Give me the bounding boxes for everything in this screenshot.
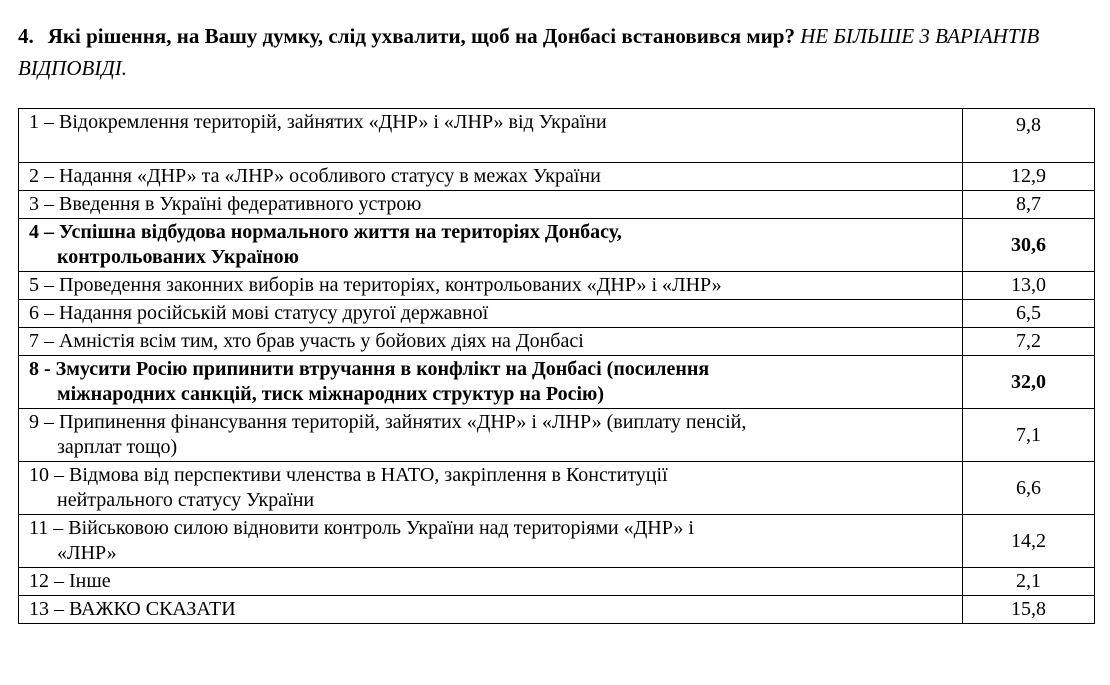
answer-value: 2,1 bbox=[963, 568, 1095, 596]
answer-value: 6,5 bbox=[963, 300, 1095, 328]
answer-label: 8 - Змусити Росію припинити втручання в конфлікт на Донбасі (посилення міжнародних санкцій, тиск міжнародних структур на Росію) bbox=[19, 356, 963, 409]
answer-value: 13,0 bbox=[963, 272, 1095, 300]
answer-value: 8,7 bbox=[963, 191, 1095, 219]
question-instruction: НЕ БІЛЬШЕ 3 ВАРІАНТІВ ВІДПОВІДІ. bbox=[18, 24, 1040, 80]
answer-label: 4 – Успішна відбудова нормального життя на територіях Донбасу, контрольованих Україною bbox=[19, 219, 963, 272]
answer-value: 9,8 bbox=[963, 109, 1095, 163]
answer-label: 3 – Введення в Україні федеративного устрою bbox=[19, 191, 963, 219]
answer-label: 13 – ВАЖКО СКАЗАТИ bbox=[19, 596, 963, 624]
table-row bbox=[19, 515, 1095, 568]
answer-label: 1 – Відокремлення територій, зайнятих «ДНР» і «ЛНР» від України bbox=[19, 109, 963, 163]
question-heading bbox=[18, 20, 1098, 84]
answer-label: 2 – Надання «ДНР» та «ЛНР» особливого статусу в межах України bbox=[19, 163, 963, 191]
answer-value: 6,6 bbox=[963, 462, 1095, 515]
answer-value: 7,2 bbox=[963, 328, 1095, 356]
table-row bbox=[19, 409, 1095, 462]
answer-value: 32,0 bbox=[963, 356, 1095, 409]
answers-table bbox=[18, 108, 1095, 624]
table-row bbox=[19, 356, 1095, 409]
answer-value: 7,1 bbox=[963, 409, 1095, 462]
answer-label: 7 – Амністія всім тим, хто брав участь у бойових діях на Донбасі bbox=[19, 328, 963, 356]
answer-value: 12,9 bbox=[963, 163, 1095, 191]
answer-label: 11 – Військовою силою відновити контроль України над територіями «ДНР» і «ЛНР» bbox=[19, 515, 963, 568]
answer-value: 30,6 bbox=[963, 219, 1095, 272]
answer-label: 6 – Надання російській мові статусу другої державної bbox=[19, 300, 963, 328]
table-row bbox=[19, 109, 1095, 163]
table-row bbox=[19, 191, 1095, 219]
answer-label: 5 – Проведення законних виборів на територіях, контрольованих «ДНР» і «ЛНР» bbox=[19, 272, 963, 300]
question-text: Які рішення, на Вашу думку, слід ухвалити, щоб на Донбасі встановився мир? bbox=[47, 24, 795, 48]
table-row bbox=[19, 596, 1095, 624]
answer-value: 15,8 bbox=[963, 596, 1095, 624]
answer-label: 9 – Припинення фінансування територій, зайнятих «ДНР» і «ЛНР» (виплату пенсій, зарплат тощо) bbox=[19, 409, 963, 462]
question-number: 4. bbox=[18, 24, 34, 48]
table-row bbox=[19, 219, 1095, 272]
table-row bbox=[19, 462, 1095, 515]
table-row bbox=[19, 300, 1095, 328]
answer-label: 10 – Відмова від перспективи членства в НАТО, закріплення в Конституції нейтрального статусу України bbox=[19, 462, 963, 515]
table-row bbox=[19, 328, 1095, 356]
answer-value: 14,2 bbox=[963, 515, 1095, 568]
table-row bbox=[19, 568, 1095, 596]
table-row bbox=[19, 272, 1095, 300]
table-row bbox=[19, 163, 1095, 191]
answer-label: 12 – Інше bbox=[19, 568, 963, 596]
